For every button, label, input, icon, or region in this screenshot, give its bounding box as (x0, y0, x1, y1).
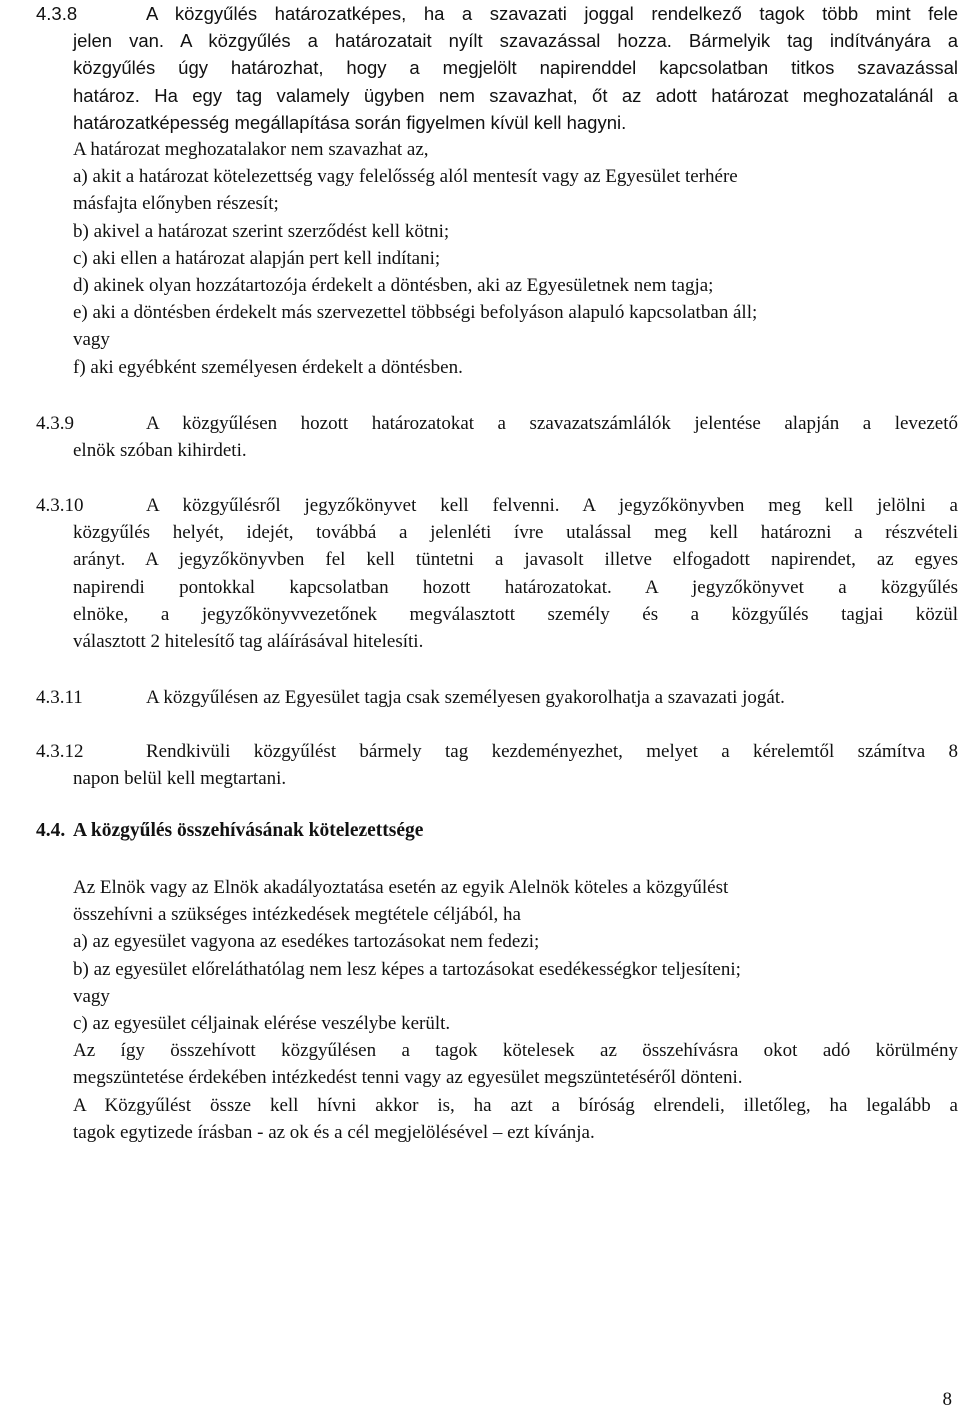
section-number: 4.3.11 (36, 687, 83, 708)
list-item: f) aki egyébként személyesen érdekelt a döntésben. (73, 356, 463, 378)
paragraph-line: napirendi pontokkal kapcsolatban hozott határozatokat. A jegyzőkönyvet a közgyűlés (73, 576, 958, 598)
section-number: 4.3.12 (36, 741, 84, 762)
paragraph-line: határozatképesség megállapítása során figyelmen kívül kell hagyni. (73, 111, 627, 133)
list-item: d) akinek olyan hozzátartozója érdekelt a döntésben, aki az Egyesületnek nem tagja; (73, 275, 714, 297)
section-4-3-11 (36, 684, 958, 711)
section-4-3-9 (36, 410, 958, 464)
paragraph-line: A közgyűlésen az Egyesület tagja csak személyesen gyakorolhatja a szavazati jogát. (146, 687, 785, 708)
paragraph-line: tagok egytizede írásban - az ok és a cél megjelölésével – ezt kívánja. (73, 1121, 595, 1143)
paragraph-line: napon belül kell megtartani. (73, 768, 287, 790)
paragraph-line: Az így összehívott közgyűlésen a tagok kötelesek az összehívásra okot adó körülmény (73, 1040, 958, 1062)
paragraph-line: választott 2 hitelesítő tag aláírásával hitelesíti. (73, 631, 424, 653)
paragraph-line: A közgyűlés határozatképes, ha a szavazati joggal rendelkező tagok több mint fele (146, 3, 958, 24)
paragraph-line: közgyűlés úgy határozhat, hogy a megjelölt napirenddel kapcsolatban titkos szavazással (73, 57, 958, 79)
list-item: vagy (73, 985, 110, 1007)
paragraph-line: elnöke, a jegyzőkönyvvezetőnek megválasztott személy és a közgyűlés tagjai közül (73, 603, 958, 625)
list-item: másfajta előnyben részesít; (73, 193, 279, 215)
paragraph-line: összehívni a szükséges intézkedések megtétele céljából, ha (73, 904, 521, 926)
section-4-3-12 (36, 738, 958, 792)
section-4-3-8-sans-part (36, 0, 958, 136)
list-item: e) aki a döntésben érdekelt más szervezettel többségi befolyáson alapuló kapcsolatban áll; (73, 302, 758, 324)
section-number: 4.3.9 (36, 413, 74, 434)
page-number: 8 (942, 1389, 952, 1410)
section-number: 4.4. (36, 820, 66, 841)
paragraph-line: A közgyűlésről jegyzőkönyvet kell felvenni. A jegyzőkönyvben meg kell jelölni a (146, 495, 958, 516)
paragraph-line: A Közgyűlést össze kell hívni akkor is, ha azt a bíróság elrendeli, illetőleg, ha legalább a (73, 1094, 958, 1116)
paragraph-line: A közgyűlésen hozott határozatokat a szavazatszámlálók jelentése alapján a levezető (146, 413, 958, 434)
section-4-3-10 (36, 492, 958, 655)
section-4-4-body (73, 874, 958, 1146)
list-item: c) aki ellen a határozat alapján pert kell indítani; (73, 247, 441, 269)
list-item: b) akivel a határozat szerint szerződést kell kötni; (73, 220, 450, 242)
section-number: 4.3.10 (36, 495, 84, 516)
paragraph-line: közgyűlés helyét, idejét, továbbá a jelenléti ívre utalással meg kell határozni a részvételi (73, 522, 958, 544)
paragraph-line: határoz. Ha egy tag valamely ügyben nem szavazhat, őt az adott határozat meghozatalánál a (73, 84, 958, 106)
list-item: c) az egyesület céljainak elérése veszélybe került. (73, 1013, 451, 1035)
section-title: A közgyűlés összehívásának kötelezettsége (73, 820, 424, 841)
paragraph-line: arányt. A jegyzőkönyvben fel kell tüntetni a javasolt illetve elfogadott napirendet, az egyes (73, 549, 958, 571)
list-item: vagy (73, 329, 110, 351)
paragraph-line: elnök szóban kihirdeti. (73, 440, 247, 462)
paragraph-line: megszüntetése érdekében intézkedést tenni vagy az egyesület megszüntetéséről dönteni. (73, 1067, 743, 1089)
section-4-3-8 (36, 0, 958, 381)
paragraph-line: Rendkivüli közgyűlést bármely tag kezdeményezhet, melyet a kérelemtől számítva 8 (146, 741, 958, 762)
list-item: a) akit a határozat kötelezettség vagy felelősség alól mentesít vagy az Egyesület terhére (73, 166, 738, 188)
paragraph-line: jelen van. A közgyűlés a határozatait nyílt szavazással hozza. Bármelyik tag indítványára a (73, 30, 958, 52)
paragraph-line: Az Elnök vagy az Elnök akadályoztatása esetén az egyik Alelnök köteles a közgyűlést (73, 877, 729, 898)
section-number: 4.3.8 (36, 3, 78, 24)
list-item: b) az egyesület előreláthatólag nem lesz képes a tartozásokat esedékességkor teljesíteni; (73, 958, 741, 980)
list-item: a) az egyesület vagyona az esedékes tartozásokat nem fedezi; (73, 931, 540, 953)
paragraph-line: A határozat meghozatalakor nem szavazhat az, (73, 139, 429, 161)
